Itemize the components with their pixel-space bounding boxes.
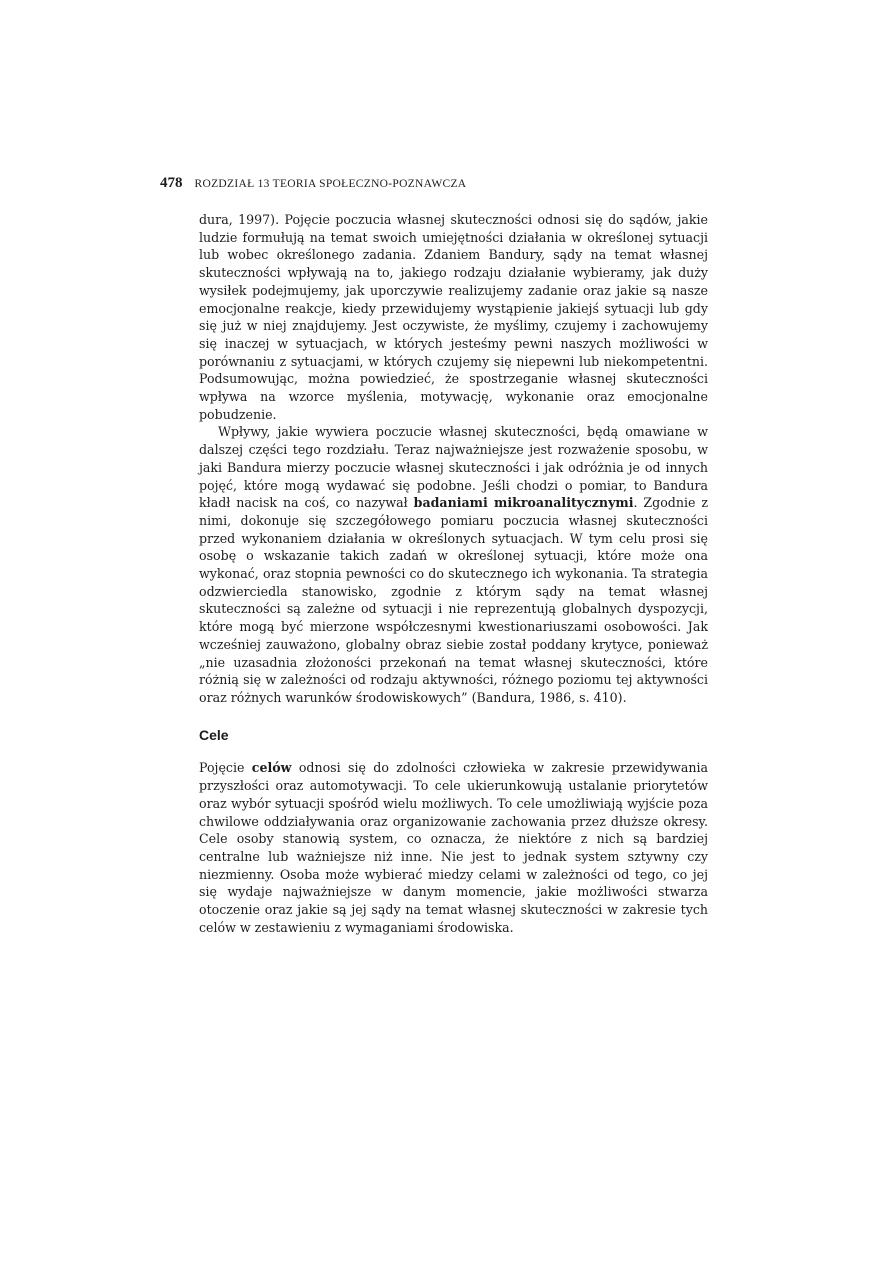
paragraph-2-text-a: Wpływy, jakie wywiera poczucie własnej skuteczności, będą omawiane w dalszej części tego rozdziału. Teraz najważniejsze jest rozważenie sposobu, w jaki Bandura mierzy poczucie własnej skuteczności i jak odróżnia je od innych pojęć, które mogą wydawać się podobne. Jeśli chodzi o pomiar, to Bandura kładł nacisk na coś, co nazywał <box>199 424 708 511</box>
paragraph-3-text-b: odnosi się do zdolności człowieka w zakresie przewidywania przyszłości oraz automotywacji. To cele ukierunkowują ustalanie priorytetów oraz wybór sytuacji spośród wielu możliwych. To cele umożliwiają wyjście poza chwilowe oddziaływania oraz organizowanie zachowania przez dłuższe okresy. Cele osoby stanowią system, co oznacza, że niektóre z nich są bardziej centralne lub ważniejsze niż inne. Nie jest to jednak system sztywny czy niezmienny. Osoba może wybierać miedzy celami w zależności od tego, co jej się wydaje najważniejsze w danym momencie, jakie możliwości stwarza otoczenie oraz jakie są jej sądy na temat własnej skuteczności w zakresie tych celów w zestawieniu z wymaganiami środowiska. <box>199 760 708 935</box>
page-number: 478 <box>160 175 183 191</box>
paragraph-3-text-a: Pojęcie <box>199 760 252 776</box>
running-head <box>160 174 466 192</box>
key-term-microanalytic: badaniami mikroanalitycznymi <box>413 495 634 511</box>
running-title: ROZDZIAŁ 13 TEORIA SPOŁECZNO-POZNAWCZA <box>194 178 467 190</box>
body-text <box>199 211 708 936</box>
paragraph-3 <box>199 759 708 936</box>
paragraph-1: dura, 1997). Pojęcie poczucia własnej skuteczności odnosi się do sądów, jakie ludzie formułują na temat swoich umiejętności działania w określonej sytuacji lub wobec określonego zadania. Zdaniem Bandury, sądy na temat własnej skuteczności wpływają na to, jakiego rodzaju działanie wybieramy, jak duży wysiłek podejmujemy, jak uporczywie realizujemy zadanie oraz jakie są nasze emocjonalne reakcje, kiedy przewidujemy wystąpienie jakiejś sytuacji lub gdy się już w niej znajdujemy. Jest oczywiste, że myślimy, czujemy i zachowujemy się inaczej w sytuacjach, w których jesteśmy pewni naszych możliwości w porównaniu z sytuacjami, w których czujemy się niepewni lub niekompetentni. Podsumowując, można powiedzieć, że spostrzeganie własnej skuteczności wpływa na wzorce myślenia, motywację, wykonanie oraz emocjonalne pobudzenie. <box>199 212 708 422</box>
section-heading: Cele <box>199 726 229 743</box>
paragraph-2-text-b: . Zgodnie z nimi, dokonuje się szczegółowego pomiaru poczucia własnej skuteczności przed wykonaniem działania w określonych sytuacjach. W tym celu prosi się osobę o wskazanie takich zadań w określonej sytuacji, które może ona wykonać, oraz stopnia pewności co do skutecznego ich wykonania. Ta strategia odzwierciedla stanowisko, zgodnie z którym sądy na temat własnej skuteczności są zależne od sytuacji i nie reprezentują globalnych dyspozycji, które mogą być mierzone współczesnymi kwestionariuszami osobowości. Jak wcześniej zauważono, globalny obraz siebie został poddany krytyce, ponieważ „nie uzasadnia złożoności przekonań na temat własnej skuteczności, które różnią się w zależności od rodzaju aktywności, różnego poziomu tej aktywności oraz różnych warunków środowiskowych” (Bandura, 1986, s. 410). <box>199 495 708 705</box>
paragraph-2 <box>199 423 708 706</box>
key-term-goals: celów <box>251 760 292 776</box>
